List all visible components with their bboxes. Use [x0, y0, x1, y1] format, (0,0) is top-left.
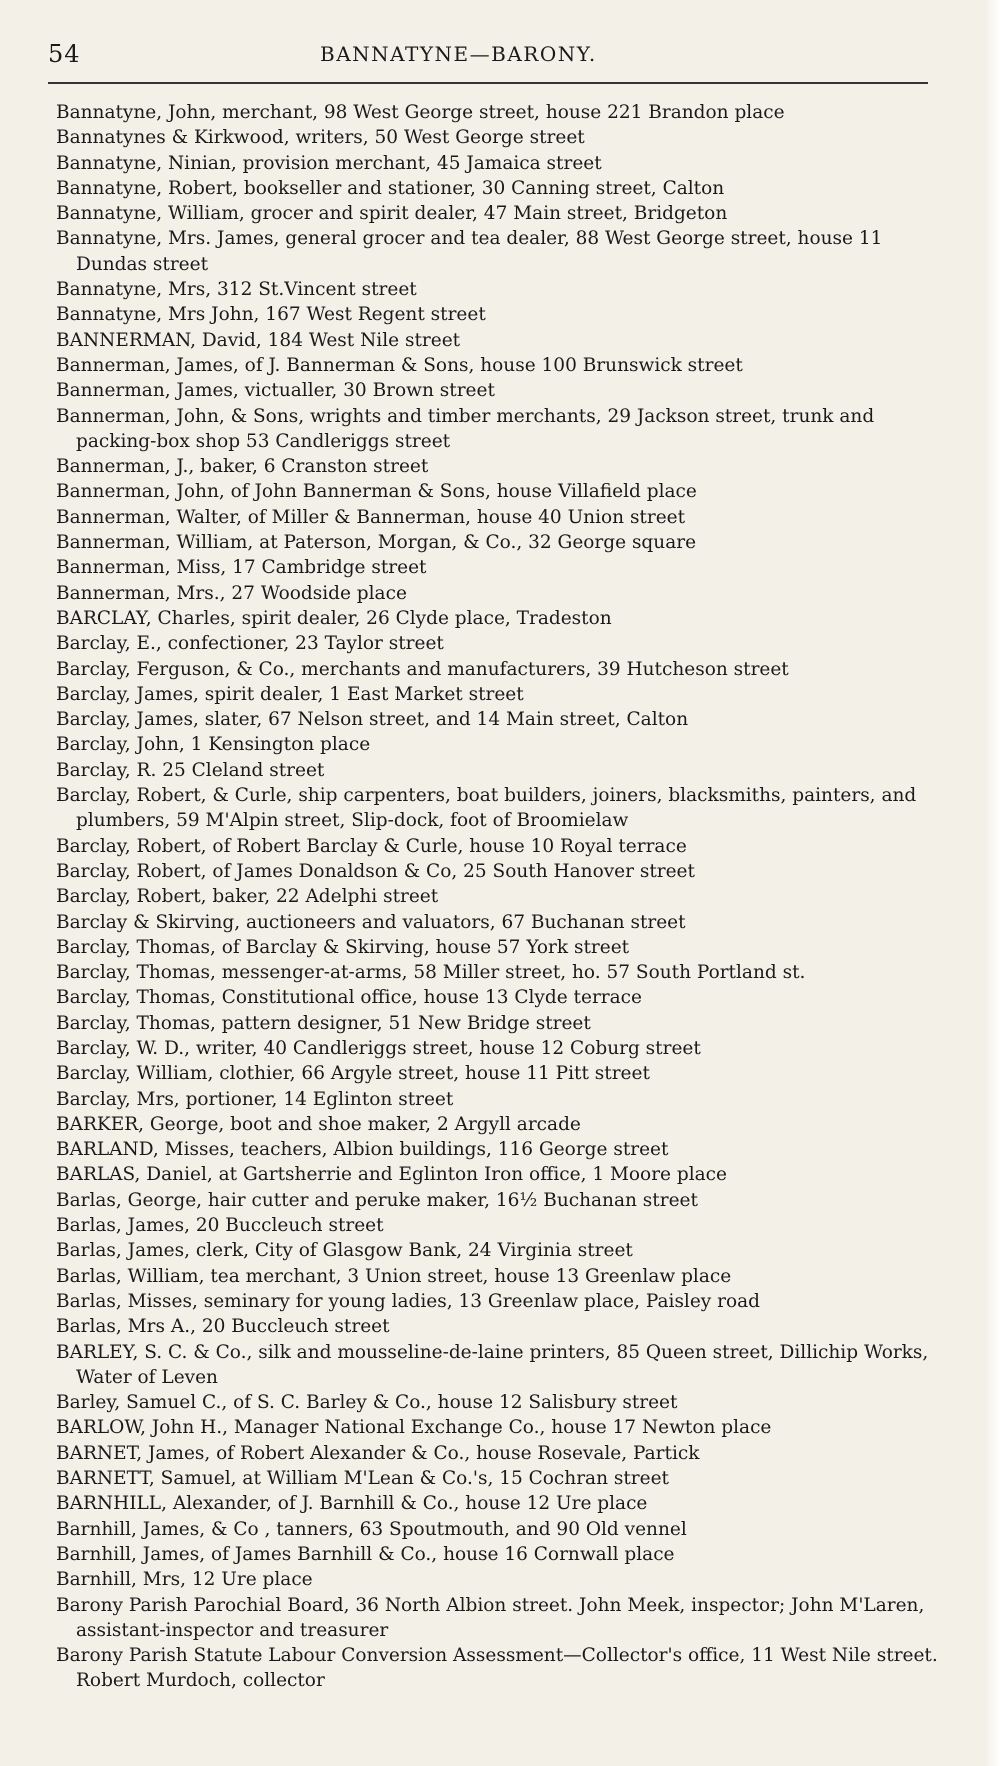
entry: Barclay, Robert, of Robert Barclay & Curle, house 10 Royal terrace — [56, 835, 687, 857]
entry: Barclay, E., confectioner, 23 Taylor street — [56, 633, 444, 655]
entry: Barclay & Skirving, auctioneers and valuators, 67 Buchanan street — [56, 911, 686, 933]
running-head: BANNATYNE—BARONY. — [320, 42, 597, 66]
entry: Barclay, William, clothier, 66 Argyle street, house 11 Pitt street — [56, 1063, 650, 1085]
entry: Bannerman, Walter, of Miller & Bannerman, house 40 Union street — [56, 506, 686, 528]
entry: Bannerman, James, victualler, 30 Brown street — [56, 380, 495, 402]
entry: BARLOW, John H., Manager National Exchange Co., house 17 Newton place — [56, 1417, 772, 1439]
entry: Barlas, James, clerk, City of Glasgow Bank, 24 Virginia street — [56, 1240, 633, 1262]
entry: Barclay, Thomas, Constitutional office, house 13 Clyde terrace — [56, 987, 642, 1009]
entry: Bannatyne, Robert, bookseller and stationer, 30 Canning street, Calton — [56, 177, 725, 199]
directory-entries — [56, 100, 942, 1694]
entry: Bannatyne, Ninian, provision merchant, 45 Jamaica street — [56, 152, 602, 174]
entry: BARNET, James, of Robert Alexander & Co., house Rosevale, Partick — [56, 1442, 700, 1464]
entry: BARNETT, Samuel, at William M'Lean & Co.'s, 15 Cochran street — [56, 1468, 669, 1490]
entry: Barnhill, Mrs, 12 Ure place — [56, 1569, 313, 1591]
entry: Barclay, W. D., writer, 40 Candleriggs street, house 12 Coburg street — [56, 1037, 701, 1059]
entry: Barclay, Ferguson, & Co., merchants and manufacturers, 39 Hutcheson street — [56, 658, 789, 680]
entry: Bannatyne, Mrs. James, general grocer and tea dealer, 88 West George street, house 11 Dundas street — [56, 228, 883, 275]
entry: Barony Parish Statute Labour Conversion Assessment—Collector's office, 11 West Nile street. Robert Murdoch, collector — [56, 1645, 938, 1692]
entry: Barclay, Thomas, of Barclay & Skirving, house 57 York street — [56, 936, 630, 958]
entry: Barclay, Thomas, messenger-at-arms, 58 Miller street, ho. 57 South Portland st. — [56, 962, 806, 984]
entry: Bannatyne, Mrs John, 167 West Regent street — [56, 304, 486, 326]
entry: Barclay, James, spirit dealer, 1 East Market street — [56, 683, 524, 705]
entry: Barclay, Robert, of James Donaldson & Co, 25 South Hanover street — [56, 860, 695, 882]
entry: BARNHILL, Alexander, of J. Barnhill & Co., house 12 Ure place — [56, 1493, 648, 1515]
entry: Barlas, George, hair cutter and peruke maker, 16½ Buchanan street — [56, 1189, 698, 1211]
entry: Barlas, Mrs A., 20 Buccleuch street — [56, 1316, 390, 1338]
entry: BARCLAY, Charles, spirit dealer, 26 Clyde place, Tradeston — [56, 607, 612, 629]
entry: BANNERMAN, David, 184 West Nile street — [56, 329, 461, 351]
entry: Barclay, Robert, & Curle, ship carpenters, boat builders, joiners, blacksmiths, painters, and plumbers, 59 M'Alpin street, Slip-dock, foot of Broomielaw — [56, 785, 917, 832]
entry: Barclay, Robert, baker, 22 Adelphi street — [56, 886, 439, 908]
entry: Barnhill, James, & Co , tanners, 63 Spoutmouth, and 90 Old vennel — [56, 1518, 687, 1540]
entry: Barclay, Mrs, portioner, 14 Eglinton street — [56, 1088, 454, 1110]
entry: Bannerman, J., baker, 6 Cranston street — [56, 456, 429, 478]
entry: Barnhill, James, of James Barnhill & Co., house 16 Cornwall place — [56, 1543, 675, 1565]
entry: Bannatyne, William, grocer and spirit dealer, 47 Main street, Bridgeton — [56, 203, 728, 225]
entry: Bannerman, James, of J. Bannerman & Sons, house 100 Brunswick street — [56, 354, 743, 376]
entry: Bannatyne, Mrs, 312 St.Vincent street — [56, 279, 417, 301]
page-edge — [986, 0, 1000, 1766]
entry: Barclay, Thomas, pattern designer, 51 New Bridge street — [56, 1012, 591, 1034]
entry: Bannerman, John, & Sons, wrights and timber merchants, 29 Jackson street, trunk and packing-box shop 53 Candleriggs street — [56, 405, 875, 452]
entry: Barlas, James, 20 Buccleuch street — [56, 1215, 384, 1237]
header-rule — [48, 82, 928, 84]
entry: Barclay, John, 1 Kensington place — [56, 734, 371, 756]
entry: Bannerman, John, of John Bannerman & Sons, house Villafield place — [56, 481, 697, 503]
entry: Barclay, James, slater, 67 Nelson street, and 14 Main street, Calton — [56, 709, 689, 731]
entry: Bannerman, Miss, 17 Cambridge street — [56, 557, 427, 579]
entry: Bannatynes & Kirkwood, writers, 50 West George street — [56, 127, 585, 149]
entry: Barley, Samuel C., of S. C. Barley & Co., house 12 Salisbury street — [56, 1392, 678, 1414]
entry: Bannatyne, John, merchant, 98 West George street, house 221 Brandon place — [56, 102, 785, 123]
entry: BARKER, George, boot and shoe maker, 2 Argyll arcade — [56, 1113, 581, 1135]
entry: Barony Parish Parochial Board, 36 North Albion street. John Meek, inspector; John M'Laren, assistant-inspector and treasurer — [56, 1594, 925, 1641]
page-number: 54 — [48, 40, 81, 68]
entry: BARLEY, S. C. & Co., silk and mousseline-de-laine printers, 85 Queen street, Dillichip Works, Water of Leven — [56, 1341, 929, 1388]
entry: Bannerman, Mrs., 27 Woodside place — [56, 582, 407, 604]
entry: Barclay, R. 25 Cleland street — [56, 759, 325, 781]
entry: Barlas, William, tea merchant, 3 Union street, house 13 Greenlaw place — [56, 1265, 732, 1287]
entry: Barlas, Misses, seminary for young ladies, 13 Greenlaw place, Paisley road — [56, 1290, 760, 1312]
entry: BARLAND, Misses, teachers, Albion buildings, 116 George street — [56, 1139, 669, 1161]
entry: BARLAS, Daniel, at Gartsherrie and Eglinton Iron office, 1 Moore place — [56, 1164, 727, 1186]
entry: Bannerman, William, at Paterson, Morgan, & Co., 32 George square — [56, 532, 697, 554]
